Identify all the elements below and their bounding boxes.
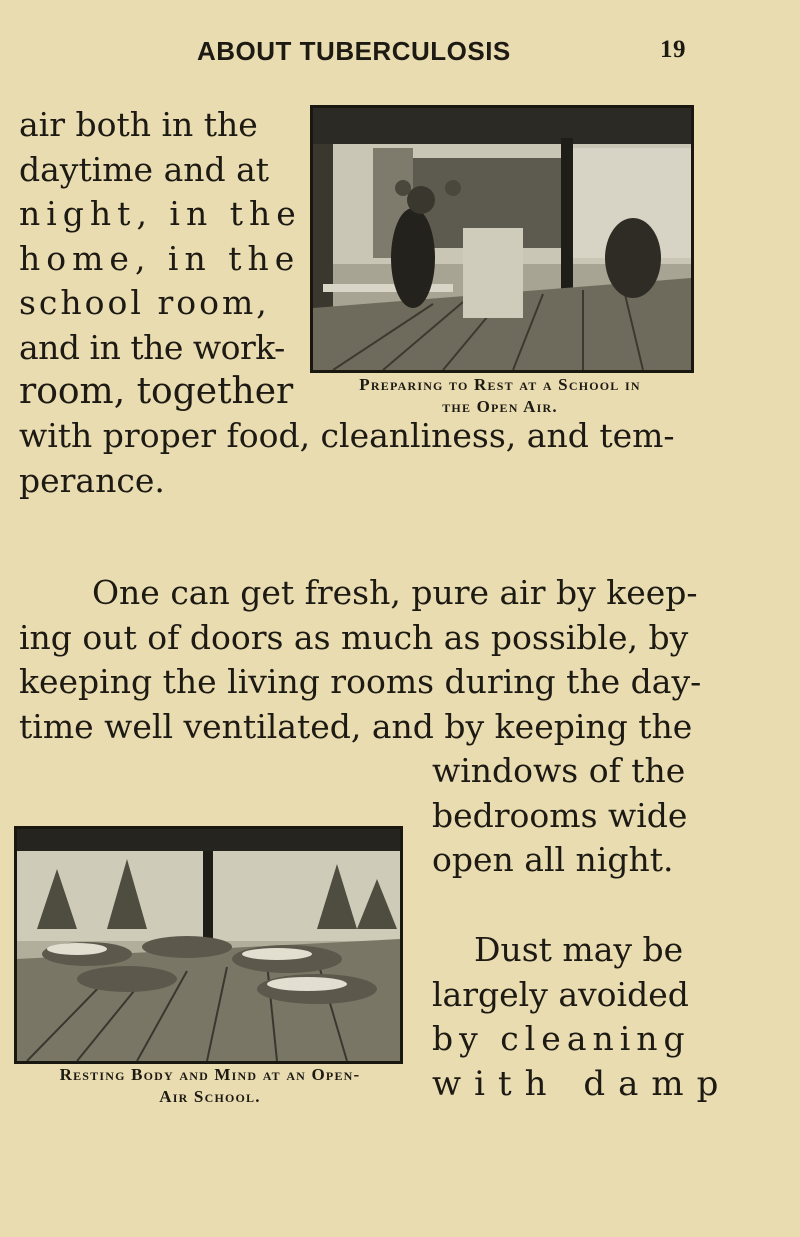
paragraph-2-full [19,571,701,749]
photo-illustration [313,108,691,370]
running-title: ABOUT TUBERCULOSIS [197,36,511,66]
text-line: keeping the living rooms during the day- [19,662,702,701]
text-line: daytime and at [19,149,270,189]
page-number: 19 [660,36,686,63]
text-line: school room, [19,283,270,322]
photo-illustration [17,829,400,1061]
figure-2-caption [10,1064,410,1108]
text-line: home, in the [19,238,301,278]
text-line: by cleaning [432,1019,691,1058]
caption-line: Air School. [159,1087,261,1106]
text-line: Dust may be [474,930,684,969]
text-line: night, in the [19,194,302,233]
text-line: room, together [19,371,294,412]
text-line: windows of the [432,751,686,790]
running-header [0,36,800,76]
figure-1-caption [300,374,700,418]
text-line: largely avoided [432,974,689,1014]
photo-open-air-school-cots [14,826,403,1064]
caption-line: Resting Body and Mind at an Open- [59,1065,361,1084]
text-line: ing out of doors as much as possible, by [19,617,689,657]
paragraph-1-wrapped [19,103,302,415]
caption-line: the Open Air. [442,397,558,416]
paragraph-2-wrapped [432,749,687,883]
text-line: with damp [432,1063,732,1104]
text-line: with proper food, cleanliness, and tem- [19,416,675,455]
text-line: perance. [19,460,165,500]
paragraph-3-wrapped [432,928,731,1106]
caption-line: Preparing to Rest at a School in [359,375,641,394]
text-line: One can get fresh, pure air by keep- [92,573,698,612]
text-line: and in the work- [19,327,285,367]
text-line: air both in the [19,105,258,144]
photo-open-air-school-rest [310,105,694,373]
text-line: bedrooms wide [432,795,688,835]
text-line: open all night. [432,840,674,879]
text-line: time well ventilated, and by keeping the [19,706,693,746]
paragraph-1-full [19,414,675,503]
